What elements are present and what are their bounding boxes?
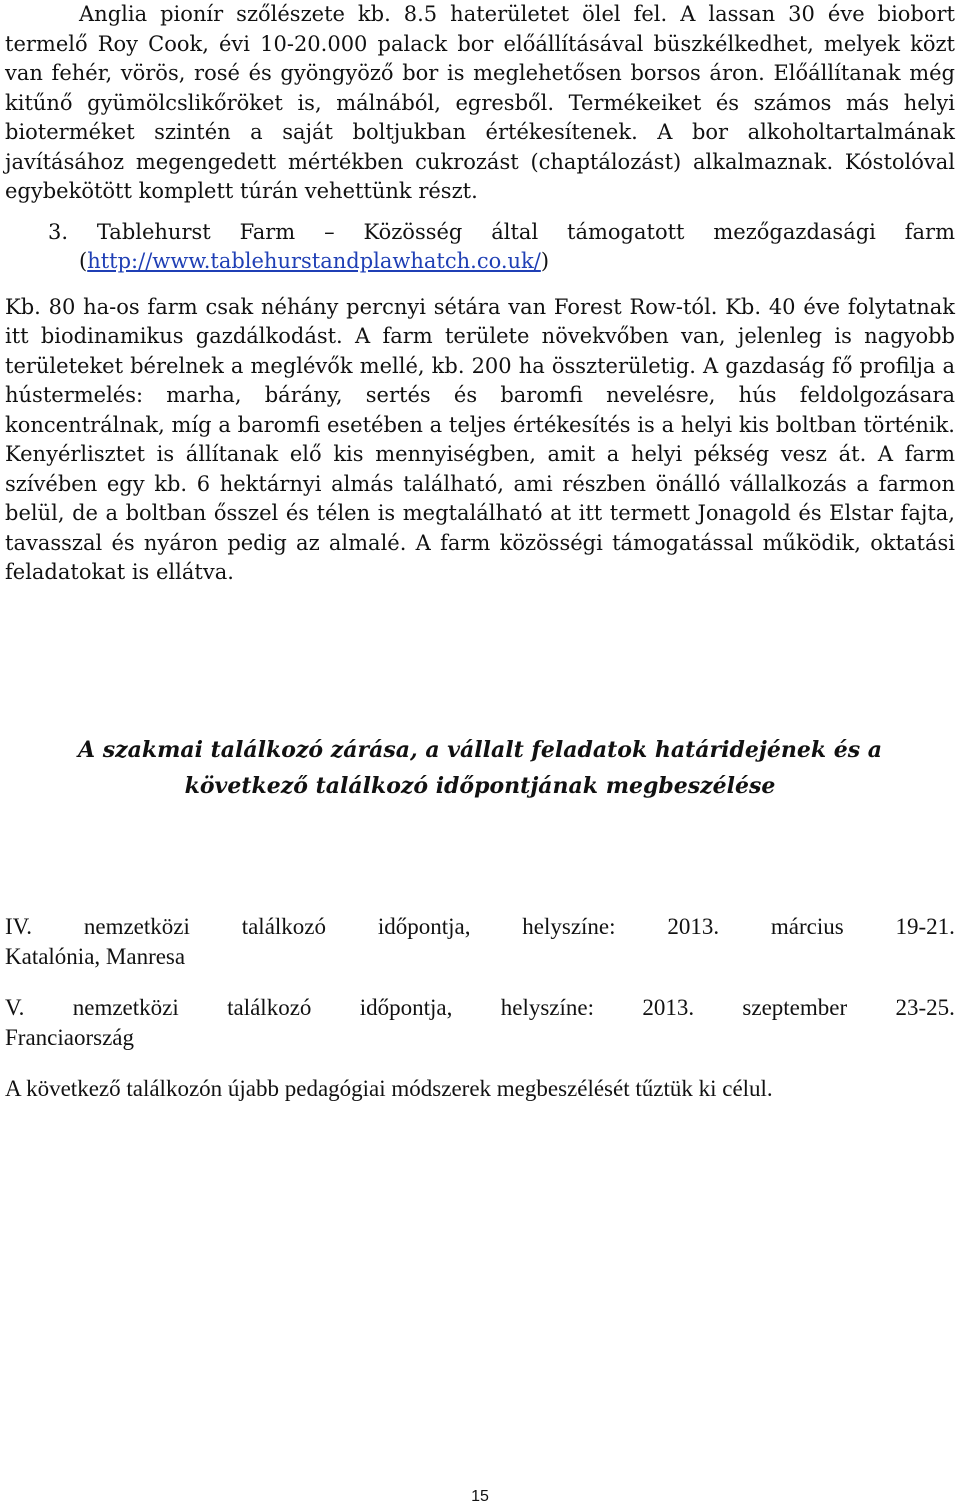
meeting-line-word: 23-25.: [895, 995, 955, 1020]
link-open-paren: (: [79, 249, 88, 273]
meeting-5: [5, 993, 955, 1053]
list-item-3-title-word: Tablehurst: [96, 219, 211, 244]
farm-paragraph: Kb. 80 ha-os farm csak néhány percnyi sétára van Forest Row-tól. Kb. 40 éve folytatnak itt biodinamikus gazdálkodást. A farm területe növekvőben van, jelenleg is nagyobb területeket bérelnek a meglévők mellé, kb. 200 ha összterületig. A gazdaság fő profilja a hústermelés: marha, bárány, sertés és baromfi nevelésre, hús feldolgozásara koncentrálnak, míg a baromfi esetében a teljes értékesítés is a helyi kis boltban történik. Kenyérlisztet is állítanak elő kis mennyiségben, amit a helyi pékség vesz át. A farm szívében egy kb. 6 hektárnyi almás található, ami részben önálló vállalkozás a farmon belül, de a boltban ősszel és télen is megtalálható at itt termett Jonagold és Elstar fajta, tavasszal és nyáron pedig az almalé. A farm közösségi támogatással működik, oktatási feladatokat is ellátva.: [5, 294, 955, 584]
page-body: [5, 0, 955, 588]
closing-heading-line-2: következő találkozó időpontjának megbeszélése: [184, 773, 776, 799]
meeting-line-word: szeptember: [742, 995, 848, 1020]
meeting-line-word: IV.: [5, 914, 33, 939]
list-item-3-title: [5, 218, 955, 248]
meeting-line-word: időpontja,: [359, 995, 453, 1020]
meeting-line-word: találkozó: [227, 995, 312, 1020]
next-meeting-goal: A következő találkozón újabb pedagógiai módszerek megbeszélését tűztük ki célul.: [5, 1076, 773, 1101]
list-item-3-title-word: –: [324, 219, 335, 244]
meeting-line-word: V.: [5, 995, 25, 1020]
meeting-line-word: találkozó: [241, 914, 326, 939]
meeting-line-word: 2013.: [667, 914, 720, 939]
meetings-section: [5, 912, 955, 1104]
closing-heading-line-1: A szakmai találkozó zárása, a vállalt feladatok határidejének és a: [77, 737, 883, 763]
meeting-4-location: Katalónia, Manresa: [5, 944, 186, 969]
list-item-number: 3.: [48, 219, 69, 244]
intro-paragraph: Anglia pionír szőlészete kb. 8.5 haterületet ölel fel. A lassan 30 éve biobort termelő Roy Cook, évi 10-20.000 palack bor előállításával büszkélkedhet, melyek közt van fehér, vörös, rosé és gyöngyöző bor is meglehetősen borsos áron. Előállítanak még kitűnő gyümölcslikőröket is, málnából, egresből. Termékeiket és számos más helyi bioterméket szintén a saját boltjukban értékesítenek. A bor alkoholtartalmának javításához megengedett mértékben cukrozást (chaptálozást) alkalmaznak. Kóstolóval egybekötött komplett túrán vehettünk részt.: [5, 2, 955, 203]
meeting-5-location: Franciaország: [5, 1025, 134, 1050]
list-item-3-title-word: Közösség: [363, 219, 463, 244]
closing-section-heading: [0, 732, 960, 804]
meeting-5-line: [5, 993, 955, 1023]
meeting-line-word: nemzetközi: [83, 914, 190, 939]
meeting-line-word: helyszíne:: [522, 914, 616, 939]
meeting-line-word: 19-21.: [895, 914, 955, 939]
meeting-line-word: helyszíne:: [500, 995, 594, 1020]
list-item-3-title-word: által: [491, 219, 539, 244]
meeting-line-word: március: [770, 914, 844, 939]
page-number: 15: [471, 1488, 489, 1505]
meeting-line-word: 2013.: [642, 995, 695, 1020]
meeting-line-word: időpontja,: [377, 914, 471, 939]
list-item-3-title-word: Farm: [239, 219, 296, 244]
list-item-3-link-line: [79, 247, 955, 277]
farm-website-link[interactable]: http://www.tablehurstandplawhatch.co.uk/: [87, 249, 541, 273]
list-item-3-title-word: támogatott: [567, 219, 685, 244]
meeting-4-line: [5, 912, 955, 942]
list-item-3-title-word: mezőgazdasági: [713, 219, 876, 244]
link-close-paren: ): [540, 249, 550, 273]
list-item-3: [5, 218, 955, 277]
list-item-3-title-word: farm: [904, 219, 955, 244]
meeting-line-word: nemzetközi: [72, 995, 179, 1020]
meeting-4: [5, 912, 955, 972]
